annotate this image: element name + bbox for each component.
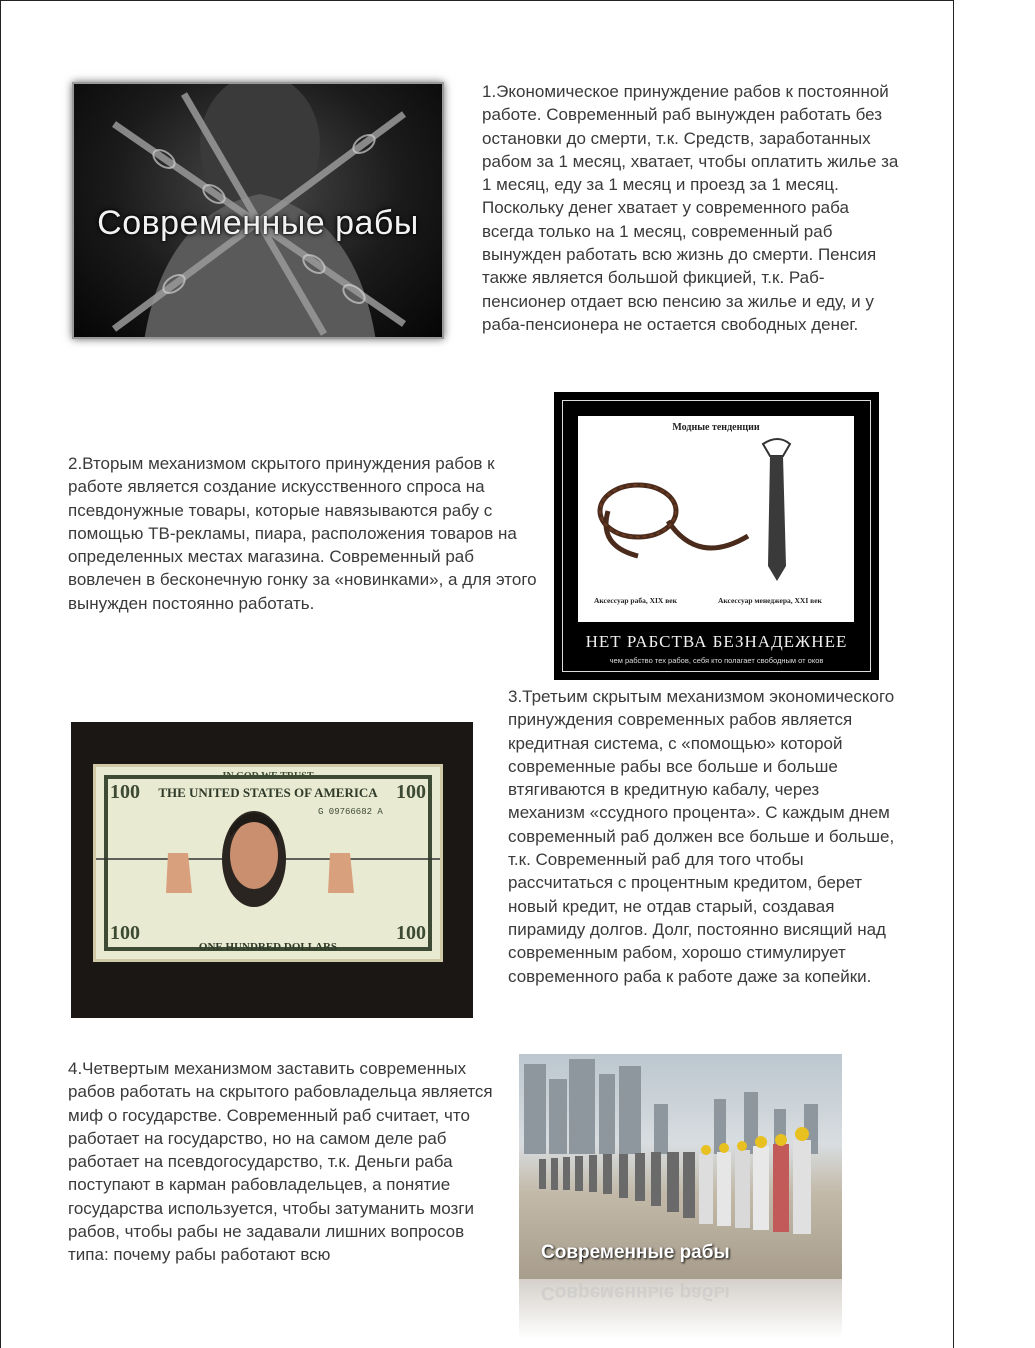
caption-right: Аксессуар менеджера, XXI век: [718, 596, 822, 605]
poster-banner: НЕТ РАБСТВА БЕЗНАДЕЖНЕЕ: [585, 632, 848, 651]
bill-denomination-top-left: 100: [110, 781, 140, 803]
poster-panel: [578, 416, 854, 622]
dollar-bill: [93, 764, 443, 962]
bill-denomination-bottom-left: 100: [110, 922, 140, 944]
bill-denomination-bottom-right: 100: [396, 922, 426, 944]
bill-country-text: THE UNITED STATES OF AMERICA: [158, 785, 378, 800]
fashion-trends-poster: [554, 392, 879, 680]
chain-and-tie-graphic: [578, 416, 854, 622]
image-title: Современные рабы: [97, 204, 419, 242]
image-title: Современные рабы: [541, 1242, 730, 1263]
paragraph-2: 2.Вторым механизмом скрытого принуждения рабов к работе является создание искусственного спроса на псевдонужные товары, которые навязываются рабу с помощью ТВ-рекламы, пиара, расположения товаров на определенных местах магазина. Современный раб вовлечен в бесконечную гонку за «новинками», а для этого вынужден постоянно работать.: [68, 454, 537, 613]
dollar-bill-stocks-image: [71, 722, 473, 1018]
poster-subtitle: чем рабство тех рабов, себя кто полагает свободным от оков: [609, 656, 824, 665]
caption-left: Аксессуар раба, XIX век: [594, 596, 677, 605]
bill-denomination-top-right: 100: [396, 781, 426, 803]
paragraph-4: 4.Четвертым механизмом заставить современных рабов работать на скрытого рабовладельца является миф о государстве. Современный раб считает, что работает на государство, но на самом деле раб работает на псевдогосударство, т.к. Деньги раба поступают в карман рабовладельцев, а понятие государства используется, чтобы затуманить мозги рабов, чтобы рабы не задавали лишних вопросов типа: почему рабы работают всю: [68, 1059, 493, 1265]
paragraph-3: 3.Третьим скрытым механизмом экономического принуждения современных рабов является кредитная система, с «помощью» которой современные рабы все больше и больше втягиваются в кредитную кабалу, через механизм «ссудного процента». С каждым днем современный раб должен все больше и больше, т.к. Современный раб для того чтобы рассчитаться с процентным кредитом, берет новый кредит, не отдав старый, создавая пирамиду долгов. Долг, постоянно висящий над современным рабом, хорошо стимулирует современного раба к работе даже за копейки.: [508, 687, 895, 986]
reflection-title: Современные рабы: [541, 1282, 730, 1303]
bill-bottom-text: ONE HUNDRED DOLLARS: [198, 941, 338, 953]
workers-city-image: [519, 1054, 842, 1279]
man-in-stocks-graphic: [96, 767, 440, 959]
poster-heading: Модные тенденции: [672, 422, 760, 433]
bill-top-text: IN GOD WE TRUST: [222, 771, 314, 782]
modern-slaves-chains-image: [72, 82, 444, 339]
bill-serial: G 09766682 A: [318, 807, 383, 817]
image-reflection: [519, 1279, 842, 1339]
paragraph-1: 1.Экономическое принуждение рабов к постоянной работе. Современный раб вынужден работать без остановки до смерти, т.к. Средств, заработанных рабом за 1 месяц, хватает, чтобы оплатить жилье за 1 месяц, еду за 1 месяц и проезд за 1 месяц. Поскольку денег хватает у современного раба всегда только на 1 месяц, современный раб вынужден работать всю жизнь до смерти. Пенсия также является большой фикцией, т.к. Раб-пенсионер отдает всю пенсию за жилье и еду, и у раба-пенсионера не остается свободных денег.: [482, 82, 899, 334]
